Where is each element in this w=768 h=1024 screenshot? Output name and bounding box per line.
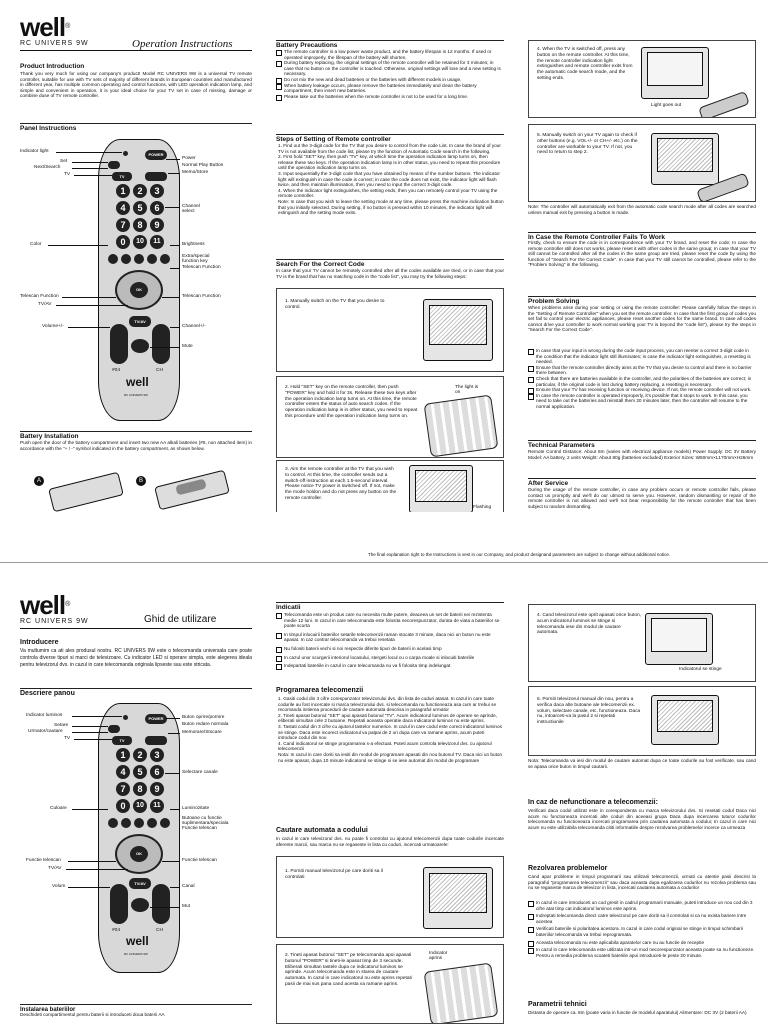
fail-heading: In Case the Remote Controller Fails To Work [528, 232, 756, 242]
remote-brand: well [126, 375, 149, 389]
label-extra: Extra/special function key [182, 254, 210, 264]
problem-item: In case that your input is wrong during the code input process, you can reenter a correct 3-digit code in the condition that the indicator light still illuminates; in case the indicator light extinguishes, a resetting is needed. [528, 348, 756, 365]
fail-text: Firstly, check to ensure the code is in correspondence with your TV brand, and reset the code; In case the remote controller still does not works, please reset it with other codes in the same group; In case that your TV still cannot be controlled after all the codes in the same group are tried, please reset the code by using the function of "Search For the Correct Code". In case that your TV still cannot be controlled, please refer to the "Problem Solving" in the following. [528, 240, 756, 268]
ro-intro-text: Va multumim ca ati ales produsul nostru. RC UNIVERS 9W este o telecomanda universala care poate controla diverse tipuri si marci de televizoare. Cu indicator LED si operare simpla, este alegerea ideala pentru televizorul dvs. in cazul in care telecomanda originala lipseste sau este stricata. [20, 648, 252, 668]
step-item: 2. First hold "SET" key, then push "TV" key, at which time the operation indication lamp turns on, then release these two keys. If the operation indication lamp is in other status, you need to repeat this procedure until the operation indication lamp turns on. [278, 154, 501, 171]
remote-led [123, 151, 128, 156]
footnote-text: The final explanation right to the Instructions is vest in our Company, and product designand parameters are subject to change without additional notice. [368, 552, 671, 557]
step-item: 1. Find out the 3-digit code for the TV that you desire to control from the code List. In case the brand of your TV is not available from the code list, please try the function of Automatic Code search in the following. [278, 143, 501, 154]
ro-precaution-item: Indepartati bateriile in cazul in care telecomanda nu va fi folosita timp indelungat [276, 663, 504, 669]
digit-key: 0 [116, 235, 130, 249]
search-step-3-box [276, 460, 504, 512]
battery-illustration: A B [20, 468, 252, 512]
label-tvav: TV/AV [38, 302, 52, 307]
ro-steps-list [276, 696, 504, 763]
step-item: Note: In case that you wish to leave the setting mode at any time, please press the machine indication button that you initially selected. During setting, if no button is pressed within 10 minutes, the indicator light will extinguish and the setting mode exits. [278, 198, 504, 216]
intro-text: Thank you very much for using our company's product! Model RC UNIVERS 9W is a universal TV remote controller, suitable for use with TV sets of majority of different brands in European countries and manufactured in different year, has multiple common operating and control functions, with LED operation indication lamp, and simple and convenient in operation, it is your ideal choice for your TV set in case of missing, damage or combine duse of TV remote controller. [20, 71, 252, 99]
digit-key: 7 [116, 218, 130, 232]
channel-rocker [152, 324, 170, 364]
ro-tech-text: Distanta de operare ca. 8m (poate varia in functie de modelul aparatului) Alimentare: DC 3V (2 baterii AA) [528, 1010, 747, 1015]
remote-model: RC UNIVERS 9W [124, 393, 148, 397]
ro-search-note: Nota: Telecomanda va iesi din modul de cautare automat dupa ce toate codurile au fost verificate, sau cand se apasa orice buton in timpul cautarii. [528, 758, 756, 769]
ro-digit-key: 10 [133, 799, 147, 813]
search-step-3: 3. Aim the remote controller at the TV that you wish to control. At this time, the controller sends out a switch-off instruction at each 1.5-second interval. Please notice TV power is switched off. If not, make the mode holdon and do not press any button on the remote controller. [285, 467, 397, 501]
ro-fail-text: Verificati daca codul utilizat este in corespondenta cu marca televizorului dvs. Si resetati codul Daca nici acum nu functioneaza incercati alte coduri din aceeasi grupa Daca dupa incercarea tuturor codurilor telecomanda nu functioneaza incercati programarea prin cautarea automata a codului; In cazul in care nici acum nu este utilizabila telecomanda cititi informatiile despre rezolvarea problemelor incerce ca urmeaza [528, 808, 756, 830]
ro-problem-item: In cazul in care telecomanda este utilizata intr-un mod necorespunzator aceasta poate sa nu functioneze. Pentru a remedia problema scoateti bateriile apoi introduceti-le peste 20 minute. [528, 947, 756, 958]
label-set: Set [60, 159, 68, 164]
ro-precautions-list [276, 612, 504, 669]
ro-search-step-2-box [276, 944, 504, 1024]
label-next-search: Next/Search [34, 165, 61, 170]
label-volume: Volume+/- [42, 324, 64, 329]
ro-search-heading: Cautare automata a codului [276, 827, 368, 834]
ro-precautions-heading: Indicatii [276, 602, 504, 612]
ro-digit-key: 11 [150, 799, 164, 813]
ro-fail-heading: In caz de nefunctionare a telecomenzii: [528, 799, 658, 806]
ro-digit-key: 8 [133, 782, 147, 796]
ro-precaution-item: In cazul unor scurgerii interiorul locasului, stergeti locul cu o carpa moale si inlocuiti bateriile [276, 655, 504, 661]
ro-label-telescan-r: Functie telescan [182, 858, 217, 863]
digit-key: 10 [133, 235, 147, 249]
ro-tv-key: TV [112, 736, 132, 745]
ro-remote-bottom-right: CH [156, 928, 163, 933]
tvav-key: TV/AV [129, 316, 151, 327]
search-text: In case that your TV cannot be remotely controlled after all the codes available are tried, or in case that your TV is the brand that has no matching code in the "code list", you may try the following steps: [276, 268, 504, 279]
ro-label-tvav: TV/AV [48, 866, 62, 871]
problem-item: Ensure that the remote controller directly aims at the TV that you desire to control and there is no barrier there between. [528, 365, 756, 376]
ro-search-step-4-box [528, 604, 756, 682]
ro-model-name: RC UNIVERS 9W [20, 618, 89, 625]
battery-heading: Battery Installation [20, 431, 252, 441]
en-column-3 [528, 0, 756, 512]
ro-step-item: 4. Cand indicatorul se stinge programarea s-a efectuat. Puteti acum controla televizorul dvs. cu ajutorul telecomenzii [278, 740, 492, 752]
set-key [108, 161, 120, 169]
label-tv: TV [64, 172, 71, 177]
ro-search-step-1: 1. Porniti manual televizorul pe care doriti sa il controlati [285, 869, 383, 880]
label-mute: Mute [182, 344, 193, 349]
label-channel-select: Channel select [182, 204, 200, 214]
ro-digit-key: 9 [150, 782, 164, 796]
ro-label-extra: Butoane cu functie suplimentara/speciala Functie telescan [182, 816, 229, 831]
ro-label-play: Buton redare normala [182, 722, 229, 727]
label-brightness: Brightness [182, 242, 205, 247]
ro-problem-item: Verificati bateriile si polaritatea acestora. In cazul in care codul original se stinge in timpul schimbarii bateriilor telecomanda va trebui reprogramata. [528, 926, 756, 937]
ro-precaution-item: Telecomanda este un produs care nu necesita multe putere, deaceea un set de baterii nei rezistenta medie 12 luni. In cazul in care telecomanda este folosita necorespunzator, durata de viata a bateriilor se poate scurta [276, 612, 504, 629]
problem-item: Ensure that your TV has receiving function or receiving device. If not, the remote controller will not work. [528, 387, 756, 393]
color-key [147, 254, 157, 264]
label-memo: Memo/Store [182, 170, 209, 175]
precaution-item: Do not mix the new and dead batteries or the batteries with different models in usage. [276, 77, 504, 83]
ro-precaution-item: In timpul inlocuirii bateriilor setarile telecomenzii raman stocate 3 minute, daca nici un buton nu este apasat. In caz contrar telecomanda va trebui resetata [276, 632, 504, 643]
ro-problem-list [528, 900, 756, 958]
ro-step-item: 1. Gasiti codul din 3 cifre corespunzator televizorului dvs. din lista de coduri atasat. In cazul in care toate codurile au fost incercate si marca televizorului dvs. si telecomanda nu functioneaza asa cum ar trebui se recomanda initierea procedurii de cautare automata descrisa in paragraful urmator [278, 696, 497, 713]
label-telescan-r2: Telescan Function [182, 294, 221, 299]
ro-label-color: Culoare [50, 806, 67, 811]
problem-item: Check that there are batteries available in the controller, and the polarities of the batteries are correct; in particular, if the original code is lost during battery replacing, a resetting is necessary. [528, 376, 756, 387]
ro-step-item: Nota: In cazul in care doriti sa iesiti din modul de programare apasati din nou butonul TV. Daca nici un buton nu este apasat, dupa 10 minute indicatorul se stinge si se iese automat din modul de programare [278, 751, 503, 763]
model-name: RC UNIVERS 9W [20, 40, 89, 47]
brand-logo: well® [20, 12, 70, 42]
digit-key: 4 [116, 201, 130, 215]
problem-item: In case the remote controller is operated improperly, it's possible that it stops to work. In this case, you need to take out the batteries and reinstall them 20 minutes later, then the controller will resume to the normal application. [528, 393, 756, 410]
label-normal-play: Normal Play Button [182, 163, 224, 168]
label-channel: Channel+/- [182, 324, 206, 329]
color-key [121, 254, 131, 264]
precautions-heading: Battery Precautions [276, 40, 504, 50]
power-key: POWER [145, 150, 167, 160]
problem-text: When problems arise during your setting or using the remote controller: Please carefully follow the steps in the "Setting of Remote Controller" when you set the remote controller. In case that the first group of codes you set fail to control your electric appliances, please reset another codes for the same brand. In case all codes cannot drive your controller to work normal working your TV is beyond the "code list"), please try the steps in "Search For the Correct Code". [528, 305, 756, 333]
ro-problem-item: Aceasta telecomanda nu este aplicabila aparatelor care nu au functie de receptie [528, 940, 756, 946]
panel-heading: Panel Instructions [20, 123, 252, 133]
remote-diagram [20, 134, 252, 424]
ro-problem-heading: Rezolvarea problemelor [528, 865, 608, 872]
digit-key: 2 [133, 184, 147, 198]
tag-light-on: The light is on [455, 385, 479, 395]
ro-label-channel: Canal [182, 884, 195, 889]
digit-key: 9 [150, 218, 164, 232]
tv-key: TV [112, 172, 132, 181]
volume-rocker [110, 324, 128, 364]
ro-column-1 [20, 580, 252, 1024]
label-color: Color [30, 242, 42, 247]
problem-heading: Problem Solving [528, 296, 756, 306]
ro-label-next: Urmator/cautare [28, 729, 63, 734]
search-note: Note: The controller will automatically exit from the automatic code search mode after all codes are searched unless manual exit by pressing a button is made. [528, 204, 756, 215]
ok-key: OK [130, 282, 148, 298]
ro-step-item: 3. Tastati codul din 3 cifre cu ajutorul tastelor numerice. In cazul in care codul este corect indicatorul luminos se stinge. Daca este incorect indicatorul va palpai de 2 ori dupa care va ramane aprins, acum puteti introduce codul din nou [278, 723, 502, 741]
romanian-section [0, 580, 768, 1024]
ro-problem-item: In cazul in care introduceti un cod gresit in cadrul programarii manuale, puteti introduce un nou cod din 3 cifre atat timp cat indicatorul luminos este aprins. [528, 900, 756, 911]
search-step-5-box [528, 124, 756, 202]
ro-digit-key: 5 [133, 765, 147, 779]
memo-key [145, 172, 167, 181]
ro-ok-key: OK [130, 846, 148, 862]
en-column-2 [276, 0, 504, 512]
ro-tag-indicator-off: Indicatorul se stinge [679, 667, 722, 672]
tag-light-out: Light goes out [651, 103, 682, 108]
search-heading: Search For the Correct Code [276, 259, 504, 269]
digit-key: 1 [116, 184, 130, 198]
ro-label-memo: Memorare/Stocare [182, 730, 222, 735]
search-step-4-box [528, 40, 756, 118]
ro-label-telescan: Functie telescan [26, 858, 61, 863]
search-step-2: 2. Hold "SET" key on the remote controller, then push "POWER" key and hold it for 3s. Release these two keys after the operation indication lamp turns on. At this time, the remote controller enters the status of auto search codes. If the operation indication lamp is in other status, you need to repeat this procedure until the operation indication lamp turns on. [285, 385, 418, 419]
tech-text: Remote Control Distance: About 8m (varies with electrical appliance models) Power Supply: DC 3V Battery Model: AA battery, 2 units Weight: About 80g (batteries excluded) Exterior Sizes: W50mm×L170mm×H26mm [528, 449, 756, 460]
ro-column-2 [276, 580, 504, 1024]
ro-remote-brand: well [126, 934, 149, 948]
ro-steps-heading: Programarea telecomenzii [276, 687, 364, 694]
ro-digit-key: 2 [133, 748, 147, 762]
ro-column-3 [528, 580, 756, 1024]
ro-doc-title: Ghid de utilizare [144, 614, 217, 625]
ro-problem-item: Indreptati telecomanda direct catre televizorul pe care doriti sa il controlati si ca nu exista bariere intre acestea [528, 913, 756, 924]
en-column-1 [20, 0, 252, 512]
problem-list [528, 348, 756, 410]
digit-key: 8 [133, 218, 147, 232]
ro-tech-heading: Parametrii tehnici [528, 1001, 587, 1008]
search-step-4: 4. When the TV is switched off, press any button on the remote controller. At this time, the remote controller indication light extinguishes and remote controller exits from the automatic code search mode, and the setting ends. [537, 47, 633, 81]
label-power: Power [182, 156, 196, 161]
ro-label-indicator: Indicator luminos [26, 713, 63, 718]
ro-search-step-1-box [276, 856, 504, 938]
ro-digit-key: 7 [116, 782, 130, 796]
steps-heading: Steps of Setting of Remote controller [276, 134, 504, 144]
ro-search-step-5-box [528, 686, 756, 756]
precaution-item: The remote controller is a low power waste product, and the battery lifespan is 12 months. If used or operated improperly, the lifespan of the battery will shorten. [276, 49, 504, 60]
ro-label-power: Buton oprire/pornire [182, 715, 225, 720]
ro-digit-key: 3 [150, 748, 164, 762]
ro-label-channel-select: Selectare canale [182, 770, 218, 775]
ro-search-step-2: 2. Tineti apasat butonul "SET" pe telecomanda apoi apasati butonul "POWER" si tineti-le apasat timp de 3 secunde. Eliberati simultan tastele dupa ce indicatorul luminos se aprinde. Acum telecomanda este in starea de cautare automata. In cazul in care indicatorul nu este aprins repetati pasii de mai sus pana cand acesta va ramane aprins. [285, 953, 412, 987]
tag-flashing: Flashing [473, 505, 492, 510]
digit-key: 6 [150, 201, 164, 215]
search-step-2-box [276, 376, 504, 458]
precaution-item: During battery replacing, the original settings of the remote controller will be retained for 3 minutes; in case that no button on the controller is touched. Otherwise, original settings will lose and a new setting is necessary. [276, 60, 504, 77]
step-item: 3. Input sequentially the 3-digit code that you have obtained by means of the number buttons. The indicator light will extinguish in case the code is correct; in case the code does not exist, the indicator light will flash twice, and then maintain illumination, then you need to input the correct 3-digit code. [278, 170, 500, 188]
doc-title: Operation Instructions [132, 38, 233, 50]
label-telescan: Telescan Function [20, 294, 59, 299]
after-heading: After Service [528, 478, 756, 488]
mute-key [131, 339, 149, 353]
ro-power-key: POWER [145, 714, 167, 724]
ro-digit-key: 0 [116, 799, 130, 813]
digit-key: 3 [150, 184, 164, 198]
ro-intro-heading: Introducere [20, 639, 59, 646]
label-indicator-light: Indicator light [20, 149, 49, 154]
remote-bottom-right: CH [156, 368, 163, 373]
color-key [134, 254, 144, 264]
ro-battery-text: Deschideti compartimentul pentru baterii si introduceti doua baterii AA [20, 1012, 165, 1017]
search-step-5: 5. Manually switch on your TV again to check if other buttons (e.g. VOL+/- or CH+/- etc.) on the controller are workable to your TV. If not, you need to return to step 2. [537, 133, 638, 156]
ro-digit-key: 4 [116, 765, 130, 779]
ro-battery-heading: Instalarea bateriilor [20, 1004, 252, 1014]
battery-text: Push open the door of the battery compartment and insert two new AA alkali batteries (#5, non attached item) in accordance with the "+ / -" symbol indicated in the battery compartment, as shown below. [20, 440, 252, 451]
ro-search-step-4: 4. Cand televizorul este oprit apasati orice buton, acum indicatorul luminos se stinge si telecomanda iese din modul de cautare automata. [537, 613, 641, 636]
ro-panel-heading: Descriere panou [20, 688, 252, 698]
color-key [160, 254, 170, 264]
ro-remote-model: RC UNIVERS 9W [124, 952, 148, 956]
intro-heading: Product Introduction [20, 63, 85, 70]
ro-remote-diagram [20, 698, 252, 988]
search-step-1-box [276, 288, 504, 372]
ro-label-volume: Volum [52, 884, 66, 889]
steps-list [276, 143, 504, 216]
remote-bottom-left: #04 [112, 368, 121, 373]
ro-search-text: In cazul in care televizorul dvs. nu poate fi controlat cu ajutorul telecomenzii dupa toate codurile incercate aferente marcii, sau marca nu se regaseste in lista cu coduri, incercati urmatoarele: [276, 836, 504, 847]
ro-label-tv: TV [64, 736, 71, 741]
ro-brand-logo: well® [20, 590, 70, 620]
ro-tvav-key: TV/AV [129, 878, 151, 889]
ro-label-brightness: Luminozitate [182, 806, 210, 811]
precaution-item: When battery leakage occurs, please remove the batteries immediately and clean the battery compartment, then insert new batteries. [276, 83, 504, 94]
ro-digit-key: 6 [150, 765, 164, 779]
ro-label-set: Setare [54, 723, 69, 728]
search-step-1: 1. Manually switch on the TV that you desire to control. [285, 299, 385, 310]
ro-remote-bottom-left: #04 [112, 928, 121, 933]
ro-digit-key: 1 [116, 748, 130, 762]
ro-step-item: 2. Tineti apasat butonul "SET" apoi apasati butonul "TV". Acum indicatorul luminos de operare se aprinde, eliberati simultan cele 2 butoane. Repetati aceasta operatie daca indicatorul luminos nu este aprins. [278, 712, 498, 724]
ro-problem-text: Cand apar probleme in timpul programarii sau utilizarii telecomenzii, urmati cu atentie pasii descrisi la paragraful "programarea telecomenzii" sau daca aceasta dupa egalizarea codurilor nu rezolva problema sau nu se regaseste marca de televizor in lista, incercati cautarea automata a codurilor [528, 874, 756, 891]
after-text: During the usage of the remote controller, in case any problem occurs or remote controller fails, please contact us promptly and we'll do our utmost to serve you. However, random dismantling or repair of the remote controller is not allowed and we'll not bear responsibility for the remote controller that has been subject to random dismantling. [528, 487, 756, 509]
digit-key: 5 [133, 201, 147, 215]
page-separator [0, 562, 768, 563]
precautions-list [276, 49, 504, 99]
color-key [108, 254, 118, 264]
label-telescan-r1: Telescan Function [182, 265, 221, 270]
digit-key: 11 [150, 235, 164, 249]
ro-precaution-item: Nu folositi baterii vechi si noi respectiv diferite tipuri de baterii in acelasi timp [276, 646, 504, 652]
step-item: 4. When the indicator light extinguishes, the setting ends, then you can remotely control your TV using the remote controller. [278, 187, 498, 199]
ro-tag-indicator: Indicator aprins [429, 951, 448, 961]
precaution-item: Please take out the batteries when the remote controller is not to be used for a long time. [276, 94, 504, 100]
ro-search-step-5: 5. Porniti televizorul manual din nou, pentru a verifica daca alte butoane ale telecomenzii ex. volum, selectare canale, etc. functioneaza. Daca nu, intoarceti-va la pasul 2 si repetati instructiunile [537, 697, 641, 726]
tech-heading: Technical Parameters [528, 440, 756, 450]
ro-label-mute: Mut [182, 904, 190, 909]
